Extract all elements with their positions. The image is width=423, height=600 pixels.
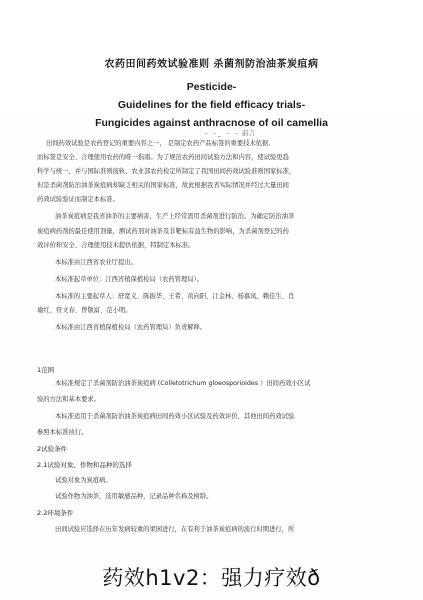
- preface-line: 而标签是安全、合理使用农药的唯一指南。为了规范农药田间试验方法和内容，使试验更趋: [37, 154, 289, 161]
- preface-line: 本标准起草单位：江西省植保植检局（农药管理局）。: [55, 276, 203, 283]
- preface-line: 本标准由江西省农业厅提出。: [55, 259, 137, 266]
- document-title-en-line-2: Guidelines for the field efficacy trials-: [117, 99, 306, 111]
- caption-watermark: 药效h1v2：强力疗效ð: [102, 566, 321, 590]
- preface-line: 本标准由江西省植保植检局（农药管理局）负责解释。: [55, 324, 207, 331]
- preface-label: 前言: [241, 129, 255, 137]
- preface-line: 科学与统一，并与国际准则接轨、农业部农药检定所制定了我国田间药效试验准则国家标准，: [37, 168, 296, 175]
- preface-line: 药效试验验证而制定本标准。: [37, 196, 119, 203]
- preface-line: 炭疽病药剂的最佳使用剂量，测试药剂对油茶及非靶标有益生物的影响，为杀菌剂登记的药: [37, 228, 289, 235]
- body-line: 本标准规定了杀菌剂防治油茶炭疽病 (Colletotrichum gloeosporioides ）田间药效小区试: [55, 380, 311, 387]
- subsection-heading: 2.1试验对象、作物和品种的选择: [37, 461, 132, 469]
- document-title-cn: 农药田间药效试验准则 杀菌剂防治油茶炭疽病: [104, 59, 319, 70]
- preface-heading: [205, 128, 255, 137]
- preface-line: 田间药效试验是农药登记的重要内容之一， 是制定农药产品标签的重要技术依据.: [46, 140, 271, 147]
- toc-marks: - -_ - -: [205, 129, 240, 137]
- document-title-en-line-1: Pesticide-: [186, 81, 237, 93]
- section-heading: 1范围: [37, 366, 55, 374]
- preface-line: 但是杀菌剂防治油茶炭疽病却缺乏相关的国家标准，故此根据我省实际情况并经过大量田间: [37, 182, 289, 189]
- preface-line: 瑜红、符文春、曾敬富、范小明。: [37, 307, 132, 314]
- body-line: 试验作物为油茶，选用敏感品种，记录品种名称及树龄。: [55, 493, 213, 500]
- body-line: 田间试验应选择在历年发病较重的果园进行，在有利于油茶炭疽病的流行时期进行，所: [55, 526, 295, 533]
- section-heading: 2试验条件: [37, 445, 68, 453]
- body-line: 试验对象为炭疽病。: [55, 477, 112, 484]
- preface-line: 本标准的主要起草人：舒宽义、陈振华、王希、黄向阳、江金林、杨慕凤、赖佳生、肖: [55, 293, 295, 300]
- subsection-heading: 2.2环境条件: [37, 509, 74, 517]
- document-title-en-line-3: Fungicides against anthracnose of oil camellia: [95, 117, 328, 129]
- preface-line: 油茶炭疽病是我省油茶的主要病害，生产上经常需用杀菌剂进行防治。为确定防治油茶: [55, 213, 295, 220]
- body-line: 参照本标准执行。: [37, 429, 88, 436]
- body-line: 验的方法和基本要求。: [37, 396, 100, 403]
- preface-line: 效评价和安全、合理使用技术提供依据，特制定本标准。: [37, 242, 195, 249]
- body-line: 本标准适用于杀菌剂防治油茶炭疽病田间药效小区试验及药效评价，其他田间药效试验: [55, 413, 295, 420]
